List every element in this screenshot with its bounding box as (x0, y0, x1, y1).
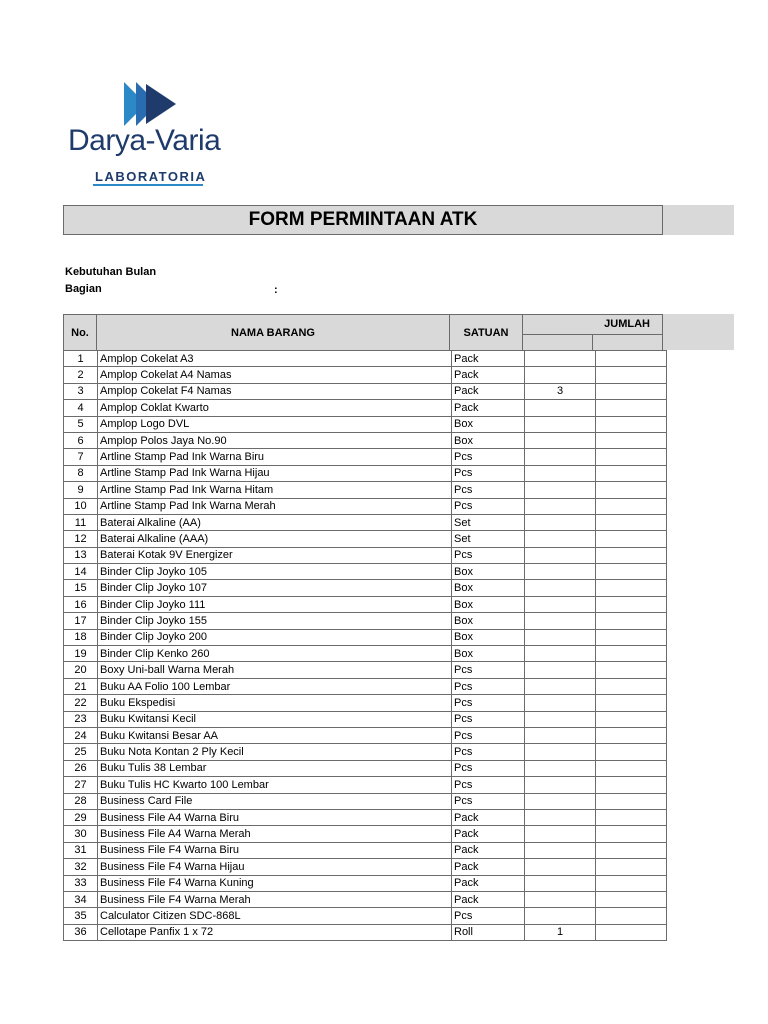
table-row (64, 596, 667, 612)
row-item-name: Buku Tulis 38 Lembar (98, 760, 452, 776)
row-qty-extra (596, 416, 667, 432)
table-row (64, 613, 667, 629)
row-item-name: Boxy Uni-ball Warna Merah (98, 662, 452, 678)
row-item-name: Amplop Cokelat A3 (98, 351, 452, 367)
row-unit: Pcs (452, 727, 525, 743)
row-qty[interactable]: 3 (525, 383, 596, 399)
table-row (64, 498, 667, 514)
row-qty-extra (596, 695, 667, 711)
row-unit: Pcs (452, 482, 525, 498)
row-item-name: Artline Stamp Pad Ink Warna Biru (98, 449, 452, 465)
row-unit: Box (452, 432, 525, 448)
header-no-text: No. (71, 326, 89, 339)
logo-subtitle: LABORATORIA (95, 169, 207, 184)
form-title-text: FORM PERMINTAAN ATK (248, 209, 478, 230)
row-qty[interactable] (525, 498, 596, 514)
row-unit: Pcs (452, 465, 525, 481)
row-qty[interactable] (525, 449, 596, 465)
row-unit: Pack (452, 367, 525, 383)
row-item-name: Buku Tulis HC Kwarto 100 Lembar (98, 777, 452, 793)
table-row (64, 416, 667, 432)
row-number: 18 (64, 629, 98, 645)
row-qty[interactable] (525, 711, 596, 727)
row-item-name: Buku Kwitansi Besar AA (98, 727, 452, 743)
table-row (64, 908, 667, 924)
row-number: 30 (64, 826, 98, 842)
row-number: 34 (64, 891, 98, 907)
row-qty-extra (596, 793, 667, 809)
table-row (64, 629, 667, 645)
table-row (64, 482, 667, 498)
row-number: 11 (64, 514, 98, 530)
row-qty-extra (596, 383, 667, 399)
row-qty[interactable] (525, 777, 596, 793)
row-item-name: Amplop Logo DVL (98, 416, 452, 432)
row-qty-extra (596, 662, 667, 678)
table-row (64, 531, 667, 547)
table-row (64, 564, 667, 580)
header-band-extension (663, 314, 734, 350)
row-unit: Pcs (452, 760, 525, 776)
header-no (63, 314, 97, 351)
row-unit: Pcs (452, 777, 525, 793)
table-row (64, 514, 667, 530)
row-unit: Pcs (452, 678, 525, 694)
row-item-name: Artline Stamp Pad Ink Warna Hijau (98, 465, 452, 481)
header-qty-sub-2 (592, 334, 663, 351)
table-row (64, 711, 667, 727)
row-unit: Pack (452, 891, 525, 907)
row-qty-extra (596, 744, 667, 760)
row-item-name: Baterai Alkaline (AA) (98, 514, 452, 530)
row-unit: Pack (452, 383, 525, 399)
row-number: 6 (64, 432, 98, 448)
row-qty[interactable] (525, 842, 596, 858)
row-unit: Pack (452, 859, 525, 875)
row-unit: Pack (452, 875, 525, 891)
row-item-name: Artline Stamp Pad Ink Warna Merah (98, 498, 452, 514)
row-number: 16 (64, 596, 98, 612)
table-row (64, 826, 667, 842)
row-unit: Roll (452, 924, 525, 940)
row-qty-extra (596, 891, 667, 907)
row-qty[interactable] (525, 465, 596, 481)
row-unit: Box (452, 580, 525, 596)
row-qty[interactable] (525, 793, 596, 809)
header-qty (522, 314, 663, 335)
row-item-name: Baterai Alkaline (AAA) (98, 531, 452, 547)
row-number: 9 (64, 482, 98, 498)
row-qty-extra (596, 711, 667, 727)
row-qty-extra (596, 514, 667, 530)
row-qty[interactable] (525, 662, 596, 678)
row-qty-extra (596, 646, 667, 662)
row-qty-extra (596, 498, 667, 514)
row-qty[interactable] (525, 908, 596, 924)
row-qty[interactable] (525, 613, 596, 629)
row-qty-extra (596, 826, 667, 842)
row-qty-extra (596, 449, 667, 465)
row-qty[interactable] (525, 416, 596, 432)
row-unit: Set (452, 531, 525, 547)
row-item-name: Baterai Kotak 9V Energizer (98, 547, 452, 563)
row-qty[interactable] (525, 727, 596, 743)
row-item-name: Business File F4 Warna Kuning (98, 875, 452, 891)
row-qty-extra (596, 678, 667, 694)
table-row (64, 727, 667, 743)
row-qty[interactable] (525, 580, 596, 596)
row-qty[interactable] (525, 744, 596, 760)
header-name-text: NAMA BARANG (231, 326, 315, 339)
row-number: 4 (64, 400, 98, 416)
row-item-name: Binder Clip Joyko 155 (98, 613, 452, 629)
table-row (64, 875, 667, 891)
table-row (64, 351, 667, 367)
row-item-name: Binder Clip Joyko 200 (98, 629, 452, 645)
row-qty[interactable] (525, 826, 596, 842)
row-item-name: Buku Nota Kontan 2 Ply Kecil (98, 744, 452, 760)
row-number: 24 (64, 727, 98, 743)
row-item-name: Artline Stamp Pad Ink Warna Hitam (98, 482, 452, 498)
row-qty[interactable] (525, 760, 596, 776)
row-qty-extra (596, 564, 667, 580)
row-number: 7 (64, 449, 98, 465)
row-item-name: Buku Kwitansi Kecil (98, 711, 452, 727)
row-item-name: Binder Clip Joyko 107 (98, 580, 452, 596)
month-label: Kebutuhan Bulan (65, 266, 157, 278)
row-qty-extra (596, 432, 667, 448)
triangle-arrows-icon (120, 82, 180, 126)
row-qty-extra (596, 875, 667, 891)
table-row (64, 367, 667, 383)
row-item-name: Business File A4 Warna Biru (98, 809, 452, 825)
row-number: 27 (64, 777, 98, 793)
row-qty-extra (596, 367, 667, 383)
row-qty-extra (596, 809, 667, 825)
table-row (64, 547, 667, 563)
row-qty[interactable] (525, 596, 596, 612)
row-number: 12 (64, 531, 98, 547)
row-qty-extra (596, 908, 667, 924)
row-qty-extra (596, 859, 667, 875)
logo-brand: Darya-Varia (68, 124, 221, 157)
table-row (64, 678, 667, 694)
row-unit: Pack (452, 826, 525, 842)
row-item-name: Amplop Coklat Kwarto (98, 400, 452, 416)
table-row (64, 891, 667, 907)
row-number: 5 (64, 416, 98, 432)
row-number: 32 (64, 859, 98, 875)
row-qty-extra (596, 465, 667, 481)
title-band-extension (663, 205, 734, 235)
row-qty[interactable]: 1 (525, 924, 596, 940)
header-unit-text: SATUAN (463, 326, 509, 339)
header-qty-sub-1 (522, 334, 593, 351)
row-qty-extra (596, 727, 667, 743)
row-item-name: Amplop Polos Jaya No.90 (98, 432, 452, 448)
row-qty[interactable] (525, 564, 596, 580)
table-row (64, 383, 667, 399)
row-number: 17 (64, 613, 98, 629)
logo-underline (93, 184, 203, 186)
row-item-name: Business File A4 Warna Merah (98, 826, 452, 842)
row-unit: Pcs (452, 662, 525, 678)
row-qty[interactable] (525, 514, 596, 530)
row-qty-extra (596, 547, 667, 563)
row-number: 21 (64, 678, 98, 694)
row-number: 22 (64, 695, 98, 711)
row-number: 26 (64, 760, 98, 776)
items-table (63, 350, 667, 941)
row-number: 29 (64, 809, 98, 825)
row-item-name: Calculator Citizen SDC-868L (98, 908, 452, 924)
row-item-name: Buku Ekspedisi (98, 695, 452, 711)
company-logo (68, 80, 238, 190)
row-qty[interactable] (525, 400, 596, 416)
row-qty-extra (596, 613, 667, 629)
table-row (64, 777, 667, 793)
row-unit: Box (452, 646, 525, 662)
row-qty-extra (596, 842, 667, 858)
row-qty[interactable] (525, 482, 596, 498)
row-qty[interactable] (525, 859, 596, 875)
header-name (96, 314, 450, 351)
row-number: 35 (64, 908, 98, 924)
row-qty[interactable] (525, 351, 596, 367)
table-row (64, 662, 667, 678)
row-number: 14 (64, 564, 98, 580)
row-unit: Pcs (452, 498, 525, 514)
row-number: 33 (64, 875, 98, 891)
row-qty[interactable] (525, 678, 596, 694)
row-unit: Pack (452, 400, 525, 416)
table-row (64, 842, 667, 858)
row-qty-extra (596, 351, 667, 367)
row-unit: Box (452, 596, 525, 612)
row-qty[interactable] (525, 432, 596, 448)
row-item-name: Binder Clip Kenko 260 (98, 646, 452, 662)
row-unit: Pcs (452, 908, 525, 924)
row-item-name: Business File F4 Warna Hijau (98, 859, 452, 875)
row-qty-extra (596, 760, 667, 776)
table-row (64, 465, 667, 481)
row-qty[interactable] (525, 809, 596, 825)
row-qty[interactable] (525, 646, 596, 662)
row-unit: Pcs (452, 547, 525, 563)
row-number: 20 (64, 662, 98, 678)
row-qty[interactable] (525, 367, 596, 383)
table-row (64, 695, 667, 711)
row-unit: Box (452, 564, 525, 580)
row-unit: Pcs (452, 793, 525, 809)
row-qty[interactable] (525, 629, 596, 645)
department-label: Bagian (65, 283, 102, 295)
table-row (64, 793, 667, 809)
row-unit: Pcs (452, 695, 525, 711)
row-qty-extra (596, 629, 667, 645)
row-unit: Box (452, 416, 525, 432)
row-number: 25 (64, 744, 98, 760)
row-number: 2 (64, 367, 98, 383)
row-item-name: Amplop Cokelat A4 Namas (98, 367, 452, 383)
row-qty[interactable] (525, 695, 596, 711)
row-number: 3 (64, 383, 98, 399)
row-number: 36 (64, 924, 98, 940)
row-qty-extra (596, 924, 667, 940)
row-unit: Box (452, 629, 525, 645)
header-unit (449, 314, 523, 351)
row-unit: Pcs (452, 449, 525, 465)
table-row (64, 760, 667, 776)
row-qty[interactable] (525, 875, 596, 891)
row-qty[interactable] (525, 531, 596, 547)
row-qty-extra (596, 777, 667, 793)
table-row (64, 449, 667, 465)
row-number: 8 (64, 465, 98, 481)
row-item-name: Business Card File (98, 793, 452, 809)
row-unit: Set (452, 514, 525, 530)
department-colon: : (274, 284, 278, 296)
row-qty-extra (596, 482, 667, 498)
table-row (64, 744, 667, 760)
row-item-name: Amplop Cokelat F4 Namas (98, 383, 452, 399)
table-row (64, 809, 667, 825)
row-qty-extra (596, 400, 667, 416)
row-unit: Pcs (452, 744, 525, 760)
row-unit: Pack (452, 351, 525, 367)
form-title (63, 205, 663, 235)
table-row (64, 432, 667, 448)
row-unit: Box (452, 613, 525, 629)
header-qty-text: JUMLAH (604, 318, 650, 330)
table-row (64, 859, 667, 875)
table-row (64, 924, 667, 940)
row-number: 23 (64, 711, 98, 727)
row-qty-extra (596, 531, 667, 547)
row-number: 31 (64, 842, 98, 858)
row-item-name: Business File F4 Warna Biru (98, 842, 452, 858)
table-row (64, 646, 667, 662)
row-number: 1 (64, 351, 98, 367)
row-item-name: Cellotape Panfix 1 x 72 (98, 924, 452, 940)
row-qty[interactable] (525, 547, 596, 563)
row-number: 10 (64, 498, 98, 514)
table-row (64, 580, 667, 596)
row-number: 13 (64, 547, 98, 563)
row-qty[interactable] (525, 891, 596, 907)
row-qty-extra (596, 580, 667, 596)
row-item-name: Business File F4 Warna Merah (98, 891, 452, 907)
row-unit: Pack (452, 809, 525, 825)
table-row (64, 400, 667, 416)
row-item-name: Binder Clip Joyko 105 (98, 564, 452, 580)
row-item-name: Binder Clip Joyko 111 (98, 596, 452, 612)
row-qty-extra (596, 596, 667, 612)
row-item-name: Buku AA Folio 100 Lembar (98, 678, 452, 694)
row-number: 19 (64, 646, 98, 662)
row-unit: Pack (452, 842, 525, 858)
row-number: 15 (64, 580, 98, 596)
row-unit: Pcs (452, 711, 525, 727)
row-number: 28 (64, 793, 98, 809)
